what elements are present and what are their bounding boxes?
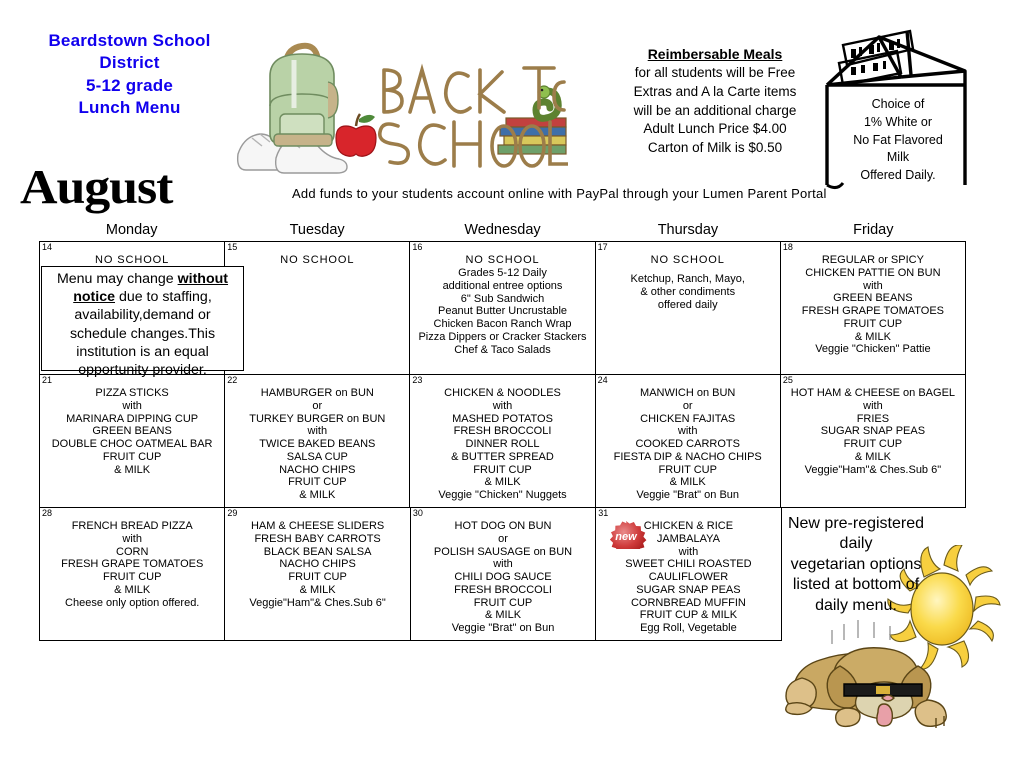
menu-item: or [498,532,508,545]
menu-item: FRUIT CUP [843,317,903,330]
milk-line-5: Offered Daily. [860,168,936,182]
menu-item: CHICKEN FAJITAS [640,412,736,425]
page-title-line-4: Lunch Menu [78,98,181,118]
menu-item: CHICKEN & NOODLES [444,387,561,399]
menu-item: MANWICH on BUN [640,387,736,399]
menu-item: CORN [116,545,149,558]
calendar-week-row [40,375,966,508]
new-badge-icon [603,521,649,549]
reimbursable-line-2: Extras and A la Carte items [633,83,797,99]
menu-item: Ketchup, Ranch, Mayo, [630,273,745,285]
menu-item: 6" Sub Sandwich [460,292,545,305]
menu-item: FRUIT CUP [843,438,903,450]
menu-item: CHILI DOG SAUCE [454,571,552,583]
menu-item: MARINARA DIPPING CUP [66,412,199,425]
day-number: 22 [227,375,238,385]
milk-line-3: No Fat Flavored [853,132,943,147]
menu-item-list [784,254,962,356]
menu-item: FRUIT CUP & MILK [639,609,738,622]
menu-item: SUGAR SNAP PEAS [636,583,741,596]
calendar-day-cell [596,242,781,375]
calendar-day-cell [40,508,225,641]
calendar-day-cell [411,508,596,641]
menu-item: GREEN BEANS [92,425,172,438]
no-school-label: NO SCHOOL [650,254,725,266]
disclaimer-text-1: Menu may change [56,271,178,287]
menu-item: or [312,399,323,412]
menu-item: FRUIT CUP [658,463,717,476]
menu-item: Pizza Dippers or Cracker Stackers [418,330,587,343]
menu-item: offered daily [657,298,718,311]
menu-item: & MILK [484,476,521,489]
menu-item: DINNER ROLL [465,438,540,450]
day-number: 31 [598,508,609,518]
calendar-day-cell [596,375,781,508]
milk-line-4: Milk [886,150,910,165]
no-school-label: NO SCHOOL [95,254,170,266]
menu-item: & MILK [299,583,336,596]
milk-choice-note [833,96,963,185]
menu-item: NACHO CHIPS [279,558,356,571]
menu-item: NACHO CHIPS [279,463,356,476]
menu-item: HOT DOG ON BUN [454,520,552,532]
menu-item: additional entree options [442,279,563,292]
menu-item: REGULAR or SPICY [821,254,924,266]
menu-item: SWEET CHILI ROASTED [625,558,752,571]
menu-item: Veggie "Chicken" Pattie [815,343,931,356]
veg-note-line-2: daily [839,535,873,553]
menu-item: COOKED CARROTS [635,438,740,450]
menu-item: FRUIT CUP [288,571,347,583]
disclaimer-bold-1: without [177,271,229,287]
menu-item: FRESH GRAPE TOMATOES [61,558,204,571]
paypal-note: Add funds to your students account online with PayPal through your Lumen Parent Portal [292,186,827,201]
menu-item: FRUIT CUP [473,463,532,476]
menu-item: with [863,279,883,292]
calendar-day-cell [781,375,966,508]
reimbursable-line-1: for all students will be Free [634,65,796,81]
no-school-label: NO SCHOOL [465,254,540,266]
menu-item-list [43,387,221,476]
menu-item: FRUIT CUP [102,450,162,463]
day-number: 17 [597,242,608,252]
reimbursable-line-3: will be an additional charge [633,102,797,118]
menu-item: Veggie"Ham"& Ches.Sub 6" [804,463,942,476]
calendar-day-cell [781,242,966,375]
menu-item: MASHED POTATOS [452,412,553,425]
calendar-day-headers [39,222,966,241]
calendar-day-cell [410,375,595,508]
menu-item: CAULIFLOWER [648,571,729,583]
day-number: 30 [412,508,423,518]
menu-item: FRUIT CUP [473,596,533,609]
menu-item: & MILK [854,330,891,343]
menu-item: with [493,558,513,571]
menu-item: Peanut Butter Uncrustable [437,305,568,318]
veg-note-line-1: New pre-registered [787,515,925,532]
menu-item: CHICKEN & RICE [643,520,734,532]
day-header-wednesday: Wednesday [464,222,541,238]
month-heading: August [20,159,173,214]
menu-item: Grades 5-12 Daily [458,267,547,279]
menu-item-list [43,520,221,609]
menu-item: SUGAR SNAP PEAS [820,425,926,438]
page-title-line-2: District [99,53,160,73]
page-title-line-3: 5-12 grade [85,75,174,95]
page-title-line-1: Beardstown School [48,31,211,50]
menu-item: Veggie "Brat" on Bun [636,489,740,501]
menu-item: Veggie "Chicken" Nuggets [438,489,567,501]
menu-item: JAMBALAYA [656,532,720,545]
menu-item-list [413,387,591,502]
day-number: 23 [412,375,423,385]
menu-item: & MILK [669,476,706,489]
calendar-day-cell [410,242,595,375]
vegetarian-options-note [766,514,946,616]
day-number: 18 [782,242,793,252]
back-to-school-clipart-icon [228,22,568,182]
menu-item: FRUIT CUP [288,476,347,489]
day-number: 29 [227,508,238,518]
menu-item: & MILK [114,583,151,596]
day-number: 21 [42,375,53,385]
menu-item-list [228,520,406,609]
menu-item: with [122,399,142,412]
page-title [22,30,237,120]
menu-item: with [677,425,698,438]
menu-item-list [599,267,777,311]
disclaimer-text-2: due to staffing, availability,demand or schedule changes.This institution is an equal opportunity provider. [69,289,216,378]
menu-item-list [784,387,962,476]
menu-item: with [122,532,142,545]
day-number: 25 [782,375,793,385]
menu-item: FRUIT CUP [102,571,162,583]
milk-line-1: Choice of [871,97,925,111]
menu-item: HAMBURGER on BUN [260,387,374,399]
calendar-day-cell [225,242,410,375]
menu-item: or [682,399,693,412]
sleeping-dogs-clipart-icon [778,608,993,728]
new-badge-label-text: new [615,531,637,543]
menu-item: TURKEY BURGER on BUN [249,412,386,425]
menu-item: FRIES [856,412,890,425]
day-header-tuesday: Tuesday [289,222,345,238]
menu-item: & other condiments [640,285,736,298]
menu-item: & MILK [854,450,891,463]
veg-note-line-4: listed at bottom of [792,576,920,594]
menu-item: DOUBLE CHOC OATMEAL BAR [51,438,213,450]
menu-item: Chef & Taco Salads [454,343,551,356]
menu-item: & MILK [484,609,522,622]
menu-item: GREEN BEANS [833,292,913,305]
menu-item: FRESH BROCCOLI [453,425,552,438]
menu-item: & MILK [299,489,336,501]
reimbursable-line-4: Adult Lunch Price $4.00 [643,121,787,137]
calendar-day-cell [225,508,410,641]
menu-item: CORNBREAD MUFFIN [630,596,746,609]
menu-item: FRESH GRAPE TOMATOES [801,305,945,317]
menu-item: Egg Roll, Vegetable [640,622,737,634]
menu-item: TWICE BAKED BEANS [259,438,376,450]
menu-item: POLISH SAUSAGE on BUN [433,545,573,558]
day-number: 14 [42,242,53,252]
menu-item: HAM & CHEESE SLIDERS [250,520,385,532]
day-number: 28 [42,508,53,518]
reimbursable-line-5: Carton of Milk is $0.50 [647,139,783,155]
menu-item-list [228,387,406,502]
reimbursable-meals-note [600,45,830,157]
menu-item: PIZZA STICKS [95,387,169,399]
menu-item: BLACK BEAN SALSA [263,545,372,558]
day-header-thursday: Thursday [657,222,719,238]
day-number: 15 [227,242,238,252]
menu-item: with [307,425,328,438]
menu-item: FRESH BABY CARROTS [254,532,381,545]
menu-item: with [863,399,883,412]
menu-change-disclaimer [41,266,244,378]
menu-item-list [599,387,777,502]
menu-item: Chicken Bacon Ranch Wrap [433,318,572,330]
calendar-day-cell [40,375,225,508]
calendar-day-cell [225,375,410,508]
reimbursable-heading: Reimbersable Meals [647,46,783,62]
no-school-label: NO SCHOOL [280,254,355,266]
menu-item: & BUTTER SPREAD [451,450,554,463]
menu-item: & MILK [114,463,151,476]
menu-item: with [492,399,513,412]
veg-note-line-5: daily menu. [815,596,897,614]
day-number: 24 [597,375,608,385]
day-header-friday: Friday [853,222,894,238]
menu-item: FRENCH BREAD PIZZA [71,520,193,532]
milk-line-2: 1% White or [863,114,933,129]
day-number: 16 [412,242,423,252]
menu-item: Veggie"Ham"& Ches.Sub 6" [249,596,386,609]
menu-item: CHICKEN PATTIE ON BUN [805,266,941,279]
menu-item: with [678,545,699,558]
menu-item: HOT HAM & CHEESE on BAGEL [790,387,956,399]
menu-item: FRESH BROCCOLI [454,583,552,596]
veg-note-line-3: vegetarian options [790,555,922,573]
menu-item-list [414,520,592,635]
menu-item: Veggie "Brat" on Bun [451,622,555,634]
menu-item: SALSA CUP [286,450,348,463]
day-header-monday: Monday [105,222,158,238]
menu-item: Cheese only option offered. [65,596,200,609]
menu-item-list [413,267,591,356]
disclaimer-bold-2: notice [73,289,115,306]
menu-item: FIESTA DIP & NACHO CHIPS [613,450,762,463]
